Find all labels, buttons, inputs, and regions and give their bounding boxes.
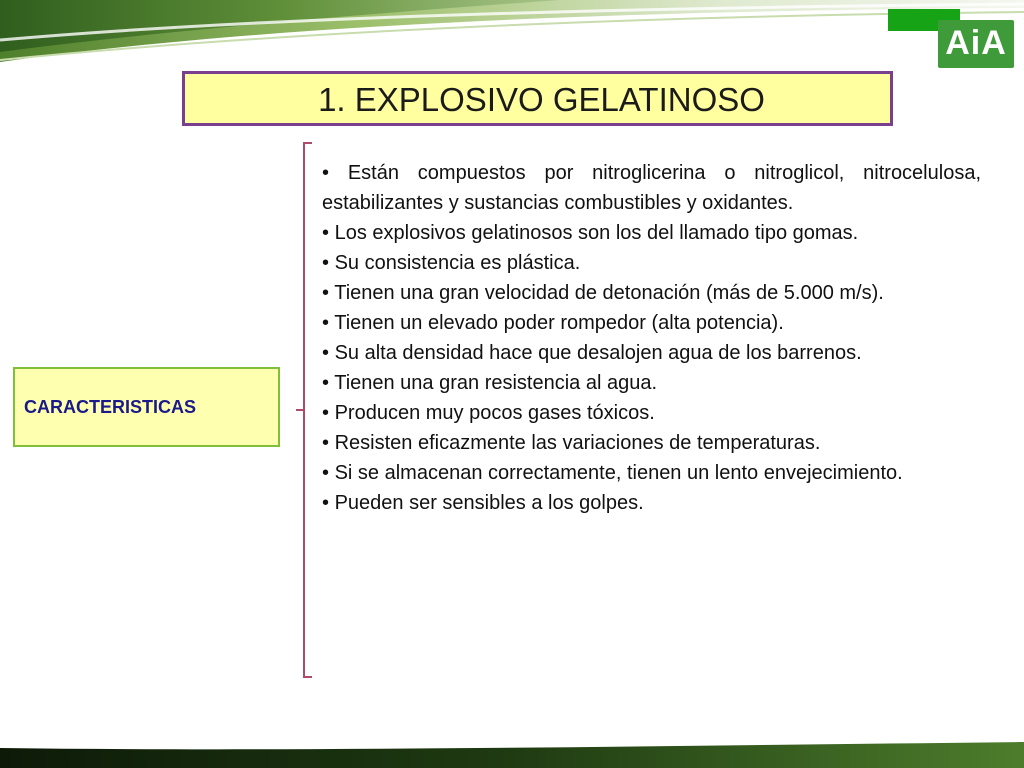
bracket-connector <box>294 140 314 680</box>
list-item-text: Producen muy pocos gases tóxicos. <box>334 402 655 424</box>
list-item <box>322 308 981 338</box>
list-item <box>322 218 981 248</box>
list-item <box>322 398 981 428</box>
bullet-glyph: • <box>322 252 330 274</box>
list-item-text: Resisten eficazmente las variaciones de temperaturas. <box>334 432 821 454</box>
slide-title: 1. EXPLOSIVO GELATINOSO <box>318 80 765 118</box>
bottom-decorative-banner <box>0 742 1024 768</box>
bullet-glyph: • <box>322 162 330 184</box>
characteristics-list <box>322 158 981 518</box>
bullet-glyph: • <box>322 282 330 304</box>
list-item <box>322 368 981 398</box>
top-decorative-banner <box>0 0 1024 70</box>
list-item-text: Tienen un elevado poder rompedor (alta potencia). <box>334 312 784 334</box>
list-item-text: Su consistencia es plástica. <box>334 252 581 274</box>
list-item-text: Están compuestos por nitroglicerina o nitroglicol, nitrocelulosa, estabilizantes y sustancias combustibles y oxidantes. <box>322 162 981 214</box>
bullet-glyph: • <box>322 342 330 364</box>
bullet-glyph: • <box>322 432 330 454</box>
list-item <box>322 278 981 308</box>
characteristics-label-box <box>13 367 280 447</box>
bullet-glyph: • <box>322 222 330 244</box>
list-item <box>322 458 981 488</box>
bullet-glyph: • <box>322 402 330 424</box>
list-item <box>322 248 981 278</box>
list-item <box>322 158 981 218</box>
bullet-glyph: • <box>322 462 330 484</box>
logo-text: AiA <box>945 24 1007 62</box>
characteristics-label: CARACTERISTICAS <box>24 396 197 417</box>
list-item <box>322 338 981 368</box>
list-item-text: Si se almacenan correctamente, tienen un lento envejecimiento. <box>334 462 903 484</box>
bullet-glyph: • <box>322 372 330 394</box>
list-item-text: Su alta densidad hace que desalojen agua de los barrenos. <box>334 342 862 364</box>
aia-logo <box>938 20 1014 68</box>
list-item <box>322 428 981 458</box>
slide-title-box <box>182 71 893 126</box>
list-item-text: Pueden ser sensibles a los golpes. <box>334 492 644 514</box>
list-item-text: Tienen una gran velocidad de detonación (más de 5.000 m/s). <box>334 282 884 304</box>
list-item <box>322 488 981 518</box>
bullet-glyph: • <box>322 492 330 514</box>
list-item-text: Los explosivos gelatinosos son los del llamado tipo gomas. <box>334 222 859 244</box>
list-item-text: Tienen una gran resistencia al agua. <box>334 372 658 394</box>
bullet-glyph: • <box>322 312 330 334</box>
